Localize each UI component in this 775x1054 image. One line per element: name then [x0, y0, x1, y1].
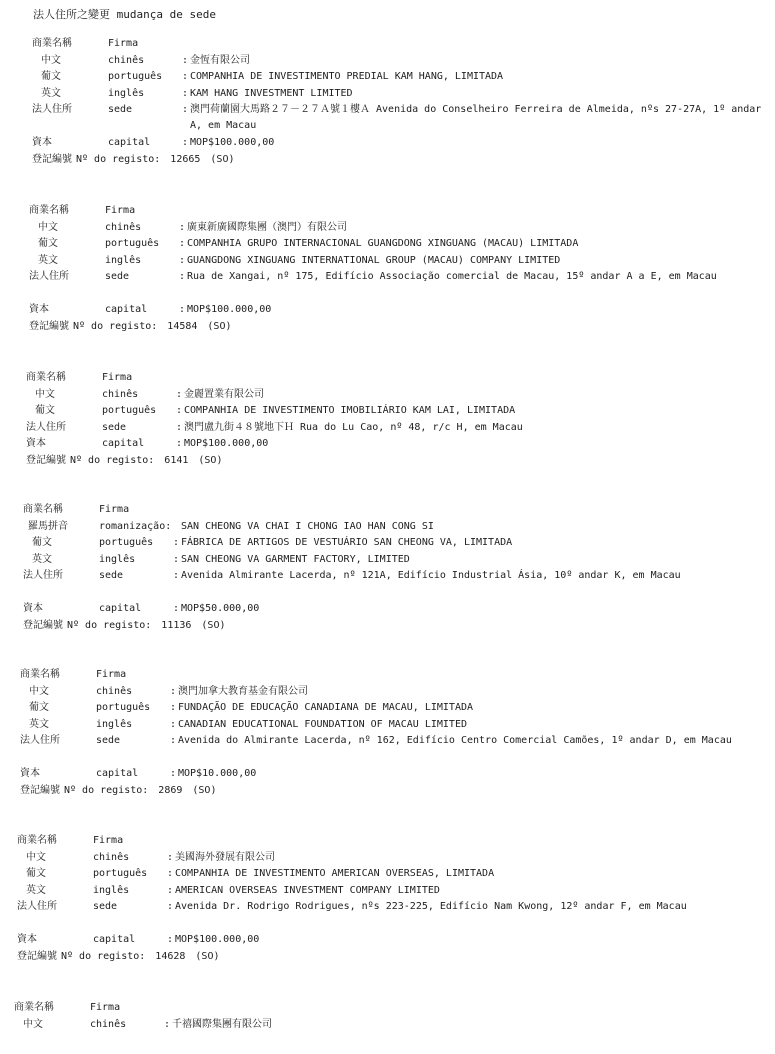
name-row: [26, 387, 756, 404]
name-value: COMPANHIA DE INVESTIMENTO AMERICAN OVERSEAS, LIMITADA: [175, 868, 495, 880]
firma-label-zh: 商業名稱: [20, 669, 60, 680]
sede-value: Avenida Almirante Lacerda, nº 121A, Edifício Industrial Ásia, 10º andar K, em Macau: [181, 570, 681, 582]
name-value: 美國海外發展有限公司: [175, 851, 275, 863]
sede-row: [17, 899, 747, 932]
name-lang-pt: chinês: [90, 1018, 127, 1030]
sede-label-zh: 法人住所: [29, 271, 69, 283]
firma-label-pt: Firma: [96, 669, 127, 680]
sede-label-zh: 法人住所: [26, 421, 66, 433]
name-value: 金麗置業有限公司: [184, 388, 264, 400]
registo-number: 6141: [164, 454, 189, 466]
registo-label-zh: 登記編號: [23, 619, 63, 631]
registo-tag: (SO): [201, 619, 226, 631]
name-lang-zh: 中文: [26, 851, 46, 863]
firma-label-pt: Firma: [99, 504, 130, 515]
name-lang-zh: 中文: [23, 1018, 43, 1030]
name-lang-zh: 英文: [26, 884, 46, 896]
name-row: [20, 684, 750, 701]
sede-label-zh: 法人住所: [23, 570, 63, 582]
registry-entry: [32, 36, 762, 169]
colon: :: [170, 735, 177, 747]
colon: :: [176, 438, 183, 450]
name-lang-pt: chinês: [108, 54, 145, 66]
name-row: [32, 69, 762, 86]
registo-tag: (SO): [195, 950, 220, 962]
sede-row: [20, 733, 750, 766]
name-lang-zh: 葡文: [38, 238, 58, 250]
colon: :: [173, 553, 180, 565]
colon: :: [179, 254, 186, 266]
capital-label-zh: 資本: [20, 768, 40, 780]
name-lang-pt: português: [96, 702, 151, 714]
registo-row: [26, 453, 756, 470]
capital-value: MOP$100.000,00: [190, 137, 275, 149]
registo-tag: (SO): [207, 320, 232, 332]
sede-value: Rua de Xangai, nº 175, Edifício Associação comercial de Macau, 15º andar A a E, em Macau: [187, 271, 717, 283]
name-row: [29, 236, 759, 253]
registo-label-pt: Nº do registo:: [67, 619, 152, 631]
name-value: CANADIAN EDUCATIONAL FOUNDATION OF MACAU LIMITED: [178, 718, 467, 730]
capital-label-zh: 資本: [26, 438, 46, 450]
colon: :: [173, 570, 180, 582]
name-row: [29, 253, 759, 270]
document-heading: 法人住所之變更 mudança de sede: [33, 8, 216, 21]
name-value: 金恆有限公司: [190, 54, 250, 66]
firma-row: [32, 36, 762, 53]
name-lang-zh: 羅馬拼音: [28, 520, 68, 532]
name-row: [23, 535, 753, 552]
sede-label-pt: sede: [96, 735, 121, 747]
name-lang-zh: 中文: [35, 388, 55, 400]
name-lang-zh: 葡文: [41, 71, 61, 83]
sede-value: 澳門盧九街４８號地下Ｈ Rua do Lu Cao, nº 48, r/c H, em Macau: [184, 421, 523, 433]
capital-label-pt: capital: [96, 768, 139, 780]
colon: :: [167, 901, 174, 913]
colon: :: [176, 388, 183, 400]
sede-label-pt: sede: [102, 421, 127, 433]
colon: :: [167, 884, 174, 896]
name-row: [29, 220, 759, 237]
name-lang-pt: chinês: [93, 851, 130, 863]
firma-row: [23, 502, 753, 519]
registry-entry: [26, 370, 756, 470]
firma-label-zh: 商業名稱: [26, 372, 66, 383]
registo-label-pt: Nº do registo:: [76, 153, 161, 165]
firma-row: [20, 667, 750, 684]
firma-label-zh: 商業名稱: [29, 205, 69, 216]
sede-label-pt: sede: [93, 901, 118, 913]
name-lang-zh: 葡文: [29, 702, 49, 714]
name-lang-pt: inglês: [99, 553, 136, 565]
name-row: [32, 53, 762, 70]
colon: :: [182, 137, 189, 149]
sede-label-pt: sede: [108, 104, 133, 116]
sede-label-pt: sede: [99, 570, 124, 582]
name-value: KAM HANG INVESTMENT LIMITED: [190, 87, 353, 99]
name-lang-pt: inglês: [108, 87, 145, 99]
capital-value: MOP$50.000,00: [181, 603, 260, 615]
registo-number: 11136: [161, 619, 192, 631]
name-lang-pt: inglês: [96, 718, 133, 730]
name-row: [20, 717, 750, 734]
capital-row: [23, 601, 753, 618]
registo-label-pt: Nº do registo:: [61, 950, 146, 962]
capital-row: [29, 302, 759, 319]
name-lang-pt: português: [102, 405, 157, 417]
name-lang-pt: português: [99, 537, 154, 549]
capital-row: [32, 135, 762, 152]
capital-label-pt: capital: [99, 603, 142, 615]
capital-row: [20, 766, 750, 783]
capital-value: MOP$100.000,00: [184, 438, 269, 450]
name-value: SAN CHEONG VA CHAI I CHONG IAO HAN CONG SI: [181, 520, 434, 532]
capital-label-pt: capital: [105, 304, 148, 316]
name-value: COMPANHIA GRUPO INTERNACIONAL GUANGDONG XINGUANG (MACAU) LIMITADA: [187, 238, 579, 250]
name-lang-pt: inglês: [93, 884, 130, 896]
name-value: COMPANHIA DE INVESTIMENTO PREDIAL KAM HANG, LIMITADA: [190, 71, 504, 83]
registo-label-zh: 登記編號: [17, 950, 57, 962]
name-value: 千禧國際集團有限公司: [172, 1018, 272, 1030]
colon: :: [170, 685, 177, 697]
name-row: [17, 850, 747, 867]
colon: :: [179, 271, 186, 283]
sede-row: [32, 102, 762, 135]
colon: :: [182, 71, 189, 83]
name-lang-zh: 中文: [41, 54, 61, 66]
colon: :: [179, 304, 186, 316]
name-lang-zh: 中文: [29, 685, 49, 697]
name-value: COMPANHIA DE INVESTIMENTO IMOBILIÁRIO KAM LAI, LIMITADA: [184, 405, 516, 417]
name-value: 廣東新廣國際集團（澳門）有限公司: [187, 221, 347, 233]
registry-entry: [29, 203, 759, 336]
sede-label-pt: sede: [105, 271, 130, 283]
name-row: [26, 403, 756, 420]
firma-label-zh: 商業名稱: [32, 38, 72, 49]
name-value: GUANGDONG XINGUANG INTERNATIONAL GROUP (MACAU) COMPANY LIMITED: [187, 254, 561, 266]
name-lang-pt: chinês: [96, 685, 133, 697]
registo-number: 14628: [155, 950, 186, 962]
capital-row: [26, 436, 756, 453]
name-lang-pt: inglês: [105, 254, 142, 266]
sede-row: [29, 269, 759, 302]
name-lang-zh: 中文: [38, 221, 58, 233]
registo-label-zh: 登記編號: [26, 454, 66, 466]
sede-row: [23, 568, 753, 601]
firma-row: [29, 203, 759, 220]
registry-entry: [20, 667, 750, 800]
capital-label-zh: 資本: [23, 603, 43, 615]
firma-row: [17, 833, 747, 850]
colon: :: [167, 934, 174, 946]
firma-label-zh: 商業名稱: [14, 1002, 54, 1013]
registo-tag: (SO): [210, 153, 235, 165]
registo-tag: (SO): [198, 454, 223, 466]
capital-label-zh: 資本: [17, 934, 37, 946]
registry-entry: [23, 502, 753, 635]
firma-label-pt: Firma: [93, 835, 124, 846]
name-lang-zh: 英文: [41, 87, 61, 99]
name-row: [17, 866, 747, 883]
capital-label-zh: 資本: [29, 304, 49, 316]
registo-label-zh: 登記編號: [20, 784, 60, 796]
capital-label-zh: 資本: [32, 137, 52, 149]
name-lang-zh: 葡文: [32, 537, 52, 549]
capital-value: MOP$100.000,00: [175, 934, 260, 946]
name-value: FÁBRICA DE ARTIGOS DE VESTUÁRIO SAN CHEONG VA, LIMITADA: [181, 537, 513, 549]
name-lang-pt: português: [105, 238, 160, 250]
firma-label-zh: 商業名稱: [17, 835, 57, 846]
firma-label-pt: Firma: [105, 205, 136, 216]
name-lang-pt: chinês: [102, 388, 139, 400]
colon: :: [173, 537, 180, 549]
name-row: [23, 519, 753, 536]
name-value: AMERICAN OVERSEAS INVESTMENT COMPANY LIMITED: [175, 884, 440, 896]
registo-number: 14584: [167, 320, 198, 332]
registo-label-pt: Nº do registo:: [64, 784, 149, 796]
name-row: [20, 700, 750, 717]
name-value: SAN CHEONG VA GARMENT FACTORY, LIMITED: [181, 553, 410, 565]
name-lang-zh: 英文: [29, 718, 49, 730]
capital-label-pt: capital: [108, 137, 151, 149]
registo-row: [17, 949, 747, 966]
name-row: [23, 552, 753, 569]
firma-label-pt: Firma: [102, 372, 133, 383]
capital-row: [17, 932, 747, 949]
sede-value: 澳門荷蘭園大馬路２７－２７Ａ號１樓Ａ Avenida do Conselheiro Ferreira de Almeida, nºs 27-27A, 1º andar A, em Macau: [190, 104, 762, 132]
colon: :: [167, 851, 174, 863]
capital-value: MOP$10.000,00: [178, 768, 257, 780]
name-lang-zh: 葡文: [26, 868, 46, 880]
colon: :: [182, 87, 189, 99]
name-value: 澳門加拿大教育基金有限公司: [178, 685, 308, 697]
registo-tag: (SO): [192, 784, 217, 796]
name-value: FUNDAÇÃO DE EDUCAÇÃO CANADIANA DE MACAU, LIMITADA: [178, 702, 474, 714]
firma-label-zh: 商業名稱: [23, 504, 63, 515]
colon: :: [170, 718, 177, 730]
sede-row: [26, 420, 756, 437]
name-row: [17, 883, 747, 900]
firma-row: [14, 1000, 744, 1017]
registo-row: [29, 319, 759, 336]
sede-value: Avenida Dr. Rodrigo Rodrigues, nºs 223-225, Edifício Nam Kwong, 12º andar F, em Macau: [175, 901, 687, 913]
sede-label-zh: 法人住所: [32, 104, 72, 116]
colon: :: [182, 54, 189, 66]
registo-number: 2869: [158, 784, 183, 796]
capital-value: MOP$100.000,00: [187, 304, 272, 316]
name-row: [32, 86, 762, 103]
firma-row: [26, 370, 756, 387]
firma-label-pt: Firma: [108, 38, 139, 49]
capital-label-pt: capital: [102, 438, 145, 450]
name-lang-pt: português: [108, 71, 163, 83]
registry-entry: [17, 833, 747, 966]
registo-row: [20, 783, 750, 800]
registo-row: [32, 152, 762, 169]
name-lang-pt: romanização:: [99, 520, 172, 532]
registo-label-zh: 登記編號: [32, 153, 72, 165]
colon: :: [179, 238, 186, 250]
registo-label-pt: Nº do registo:: [70, 454, 155, 466]
colon: :: [176, 405, 183, 417]
colon: :: [167, 868, 174, 880]
name-lang-pt: português: [93, 868, 148, 880]
registo-label-zh: 登記編號: [29, 320, 69, 332]
capital-label-pt: capital: [93, 934, 136, 946]
name-lang-zh: 葡文: [35, 405, 55, 417]
name-lang-zh: 英文: [38, 254, 58, 266]
registo-label-pt: Nº do registo:: [73, 320, 158, 332]
colon: :: [182, 104, 189, 116]
colon: :: [179, 221, 186, 233]
colon: :: [176, 421, 183, 433]
sede-label-zh: 法人住所: [17, 901, 57, 913]
colon: :: [170, 768, 177, 780]
name-row: [14, 1017, 744, 1034]
name-lang-zh: 英文: [32, 553, 52, 565]
sede-value: Avenida do Almirante Lacerda, nº 162, Edifício Centro Comercial Camões, 1º andar D, em Macau: [178, 735, 732, 747]
colon: :: [164, 1018, 171, 1030]
name-lang-pt: chinês: [105, 221, 142, 233]
sede-label-zh: 法人住所: [20, 735, 60, 747]
colon: :: [173, 603, 180, 615]
firma-label-pt: Firma: [90, 1002, 121, 1013]
registry-entry: [14, 1000, 744, 1033]
registo-row: [23, 618, 753, 635]
registo-number: 12665: [170, 153, 201, 165]
colon: :: [170, 702, 177, 714]
